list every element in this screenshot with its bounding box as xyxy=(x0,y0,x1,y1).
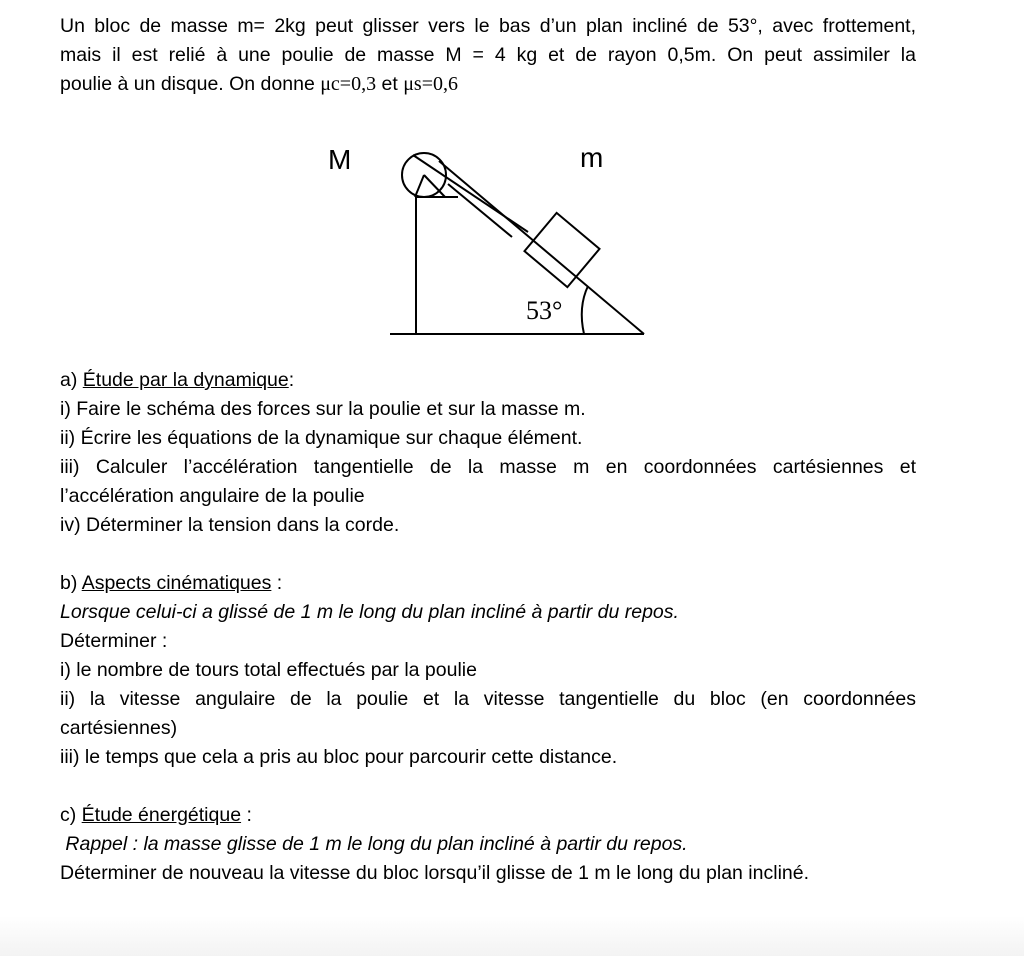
section-c-prefix: c) xyxy=(60,804,82,826)
label-m: m xyxy=(580,142,604,173)
intro-line-2: mais il est relié à une poulie de masse M = 4 kg et de rayon 0,5m. On peut assimiler la xyxy=(60,44,916,66)
section-c-rappel: Rappel : la masse glisse de 1 m le long du plan incliné à partir du repos. xyxy=(60,833,688,855)
section-b-item: cartésiennes) xyxy=(60,717,178,739)
mu-c-value: μc=0,3 xyxy=(320,73,377,95)
section-a-title: Étude par la dynamique xyxy=(82,369,289,391)
section-a-suffix: : xyxy=(288,369,295,391)
angle-label: 53° xyxy=(526,296,563,325)
angle-arc xyxy=(582,286,588,334)
pulley-support-left xyxy=(415,175,424,197)
section-c-title: Étude énergétique xyxy=(81,804,242,826)
section-b-item: i) le nombre de tours total effectués par la poulie xyxy=(60,659,477,681)
section-b-title: Aspects cinématiques xyxy=(81,572,272,594)
intro-line-3 xyxy=(60,70,916,99)
document-page xyxy=(60,12,916,888)
section-a-item: iv) Déterminer la tension dans la corde. xyxy=(60,514,400,536)
page-bottom-shade xyxy=(0,916,1024,956)
section-c-text: Déterminer de nouveau la vitesse du bloc lorsqu’il glisse de 1 m le long du plan incliné. xyxy=(60,862,810,884)
section-a-prefix: a) xyxy=(60,369,83,391)
section-a-item: l’accélération angulaire de la poulie xyxy=(60,485,365,507)
section-b-prefix: b) xyxy=(60,572,82,594)
section-b-item: ii) la vitesse angulaire de la poulie et la vitesse tangentielle du bloc (en coordonnées xyxy=(60,688,916,710)
rope-lower xyxy=(448,184,512,237)
inclined-plane-figure xyxy=(60,119,916,351)
section-a-heading xyxy=(60,366,916,395)
block-mass xyxy=(524,213,599,287)
section-a-item: ii) Écrire les équations de la dynamique sur chaque élément. xyxy=(60,427,583,449)
section-b-suffix: : xyxy=(271,572,283,594)
label-M: M xyxy=(328,144,352,175)
section-c-suffix: : xyxy=(241,804,252,826)
section-a-item: iii) Calculer l’accélération tangentielle de la masse m en coordonnées cartésiennes et xyxy=(60,456,916,478)
section-b-item: iii) le temps que cela a pris au bloc pour parcourir cette distance. xyxy=(60,746,618,768)
section-a-item: i) Faire le schéma des forces sur la poulie et sur la masse m. xyxy=(60,398,586,420)
section-b-intro: Lorsque celui-ci a glissé de 1 m le long du plan incliné à partir du repos. xyxy=(60,601,679,623)
inclined-plane-diagram xyxy=(60,119,916,351)
section-b-heading xyxy=(60,569,916,598)
section-c-heading xyxy=(60,801,916,830)
intro-line-3-mid: et xyxy=(376,73,404,95)
mu-s-value: μs=0,6 xyxy=(403,73,458,95)
section-b-determine: Déterminer : xyxy=(60,630,168,652)
rope-upper xyxy=(413,155,528,232)
intro-line-1: Un bloc de masse m= 2kg peut glisser vers le bas d’un plan incliné de 53°, avec frottement, xyxy=(60,15,916,37)
intro-line-3-text: poulie à un disque. On donne xyxy=(60,73,321,95)
